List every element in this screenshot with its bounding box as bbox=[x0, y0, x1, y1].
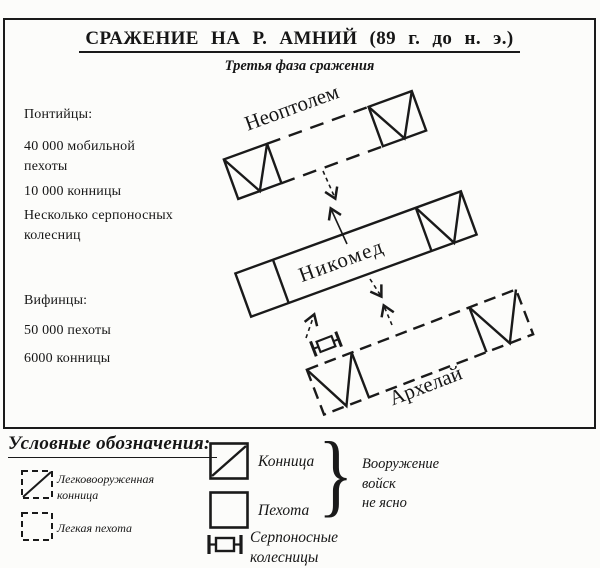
pontic-force-line: Несколько серпоносных колесниц bbox=[24, 208, 173, 243]
legend-item-label: Конница bbox=[258, 453, 315, 470]
unit-label-neoptolem: Неоптолем bbox=[241, 79, 342, 136]
bithynian-force-line: 50 000 пехоты bbox=[24, 323, 111, 338]
bithynian-force-line: 6000 конницы bbox=[24, 351, 111, 366]
legend-symbol-infantry bbox=[208, 490, 250, 530]
legend-symbol-light-infantry bbox=[20, 511, 54, 542]
legend-symbol-light-cavalry bbox=[20, 469, 54, 500]
bithynian-forces-heading: Вифинцы: bbox=[24, 293, 88, 308]
diagram-title: СРАЖЕНИЕ НА Р. АМНИЙ (89 г. до н. э.) bbox=[79, 28, 519, 53]
unit-bar-nikomed bbox=[235, 191, 476, 316]
brace-note-line: войск bbox=[362, 475, 396, 492]
advance-arrow-dashed bbox=[323, 171, 335, 198]
cavalry-mark bbox=[224, 144, 282, 199]
cavalry-mark bbox=[369, 91, 427, 146]
unit-label-nikomed: Никомед bbox=[295, 233, 388, 287]
unit-label-arhelaj: Архелай bbox=[385, 360, 466, 411]
brace-note-line: не ясно bbox=[362, 495, 407, 511]
legend-item-label: Пехота bbox=[258, 502, 310, 519]
pontic-force-line: 10 000 конницы bbox=[24, 184, 122, 199]
advance-arrow-dashed bbox=[384, 306, 392, 325]
cavalry-mark bbox=[469, 289, 533, 352]
pontic-force-line: 40 000 мобильной пехоты bbox=[24, 139, 136, 174]
chariot-icon bbox=[311, 332, 342, 357]
pontic-forces-heading: Понтийцы: bbox=[24, 107, 93, 122]
legend-item-label: Легкая пехота bbox=[57, 521, 133, 535]
advance-arrow-dashed bbox=[306, 315, 314, 338]
diagram-subtitle: Третья фаза сражения bbox=[224, 58, 375, 74]
brace: } bbox=[318, 423, 354, 525]
legend-symbol-cavalry bbox=[208, 441, 250, 481]
brace-note bbox=[362, 455, 439, 514]
cavalry-mark bbox=[416, 191, 477, 251]
brace-note-line: Вооружение bbox=[362, 456, 440, 472]
legend-item-label: Серпоносные колесницы bbox=[250, 529, 338, 566]
legend-heading: Условные обозначения: bbox=[8, 433, 217, 458]
legend-item-label: Легковооруженная конница bbox=[57, 472, 155, 502]
legend-symbol-chariot bbox=[203, 533, 247, 557]
advance-arrow-dashed bbox=[370, 279, 381, 296]
cavalry-mark bbox=[307, 353, 369, 415]
